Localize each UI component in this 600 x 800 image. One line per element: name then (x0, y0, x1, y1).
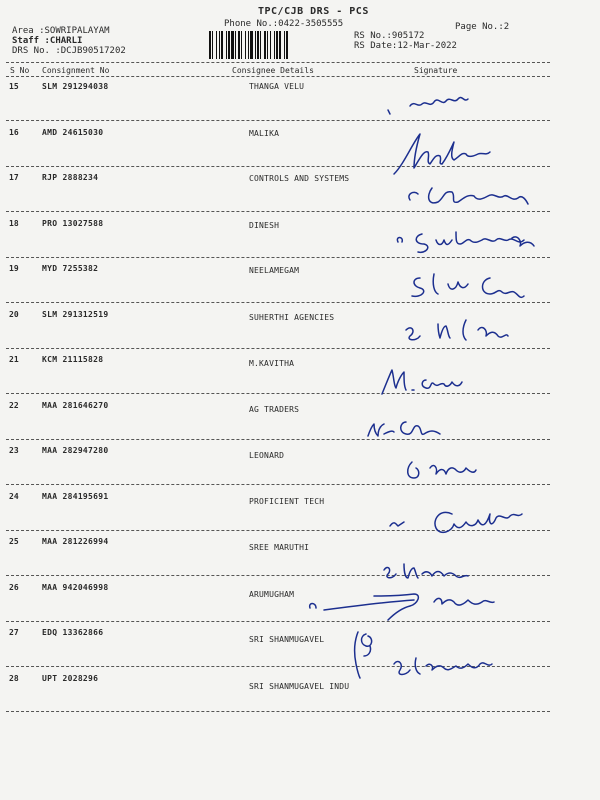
row-consignment-number: MAA 281226994 (42, 537, 109, 546)
row-consignment-number: KCM 21115828 (42, 355, 104, 364)
row-serial-number: 19 (9, 264, 19, 273)
row-consignment-number: MYD 7255382 (42, 264, 99, 273)
staff-label: Staff :CHARLI (12, 36, 83, 46)
row-serial-number: 17 (9, 173, 19, 182)
row-consignment-number: MAA 284195691 (42, 492, 109, 501)
signature-image (404, 454, 504, 484)
signature-image (364, 414, 474, 444)
col-consignment-header: Consignment No (42, 66, 110, 75)
signature-image (370, 96, 510, 120)
row-consignment-number: SLM 291294038 (42, 82, 109, 91)
row-consignee-name: THANGA VELU (249, 82, 305, 91)
page-number: Page No.:2 (455, 22, 510, 32)
phone-number: Phone No.:0422-3505555 (224, 19, 344, 29)
row-serial-number: 22 (9, 401, 19, 410)
row-consignee-name: AG TRADERS (249, 405, 300, 414)
header-divider (6, 62, 550, 63)
row-serial-number: 27 (9, 628, 19, 637)
row-consignee-name: SRI SHANMUGAVEL INDU (249, 682, 350, 691)
header-right-block (354, 31, 457, 51)
row-consignee-name: MALIKA (249, 129, 280, 138)
signature-image (386, 500, 576, 540)
signature-image (386, 652, 526, 682)
signature-image (392, 226, 582, 256)
row-divider (6, 484, 550, 485)
row-divider (6, 257, 550, 258)
bottom-divider (6, 711, 550, 712)
row-serial-number: 20 (9, 310, 19, 319)
row-consignment-number: MAA 281646270 (42, 401, 109, 410)
row-consignee-name: SUHERTHI AGENCIES (249, 313, 335, 322)
signature-image (378, 556, 518, 584)
row-consignee-name: PROFICIENT TECH (249, 497, 325, 506)
signature-image (304, 586, 544, 622)
row-consignee-name: CONTROLS AND SYSTEMS (249, 174, 350, 183)
document-title: TPC/CJB DRS - PCS (258, 6, 369, 17)
col-sno-header: S No (10, 66, 30, 75)
row-consignee-name: ARUMUGHAM (249, 590, 295, 599)
rs-number: RS No.:905172 (354, 31, 425, 41)
rs-date: RS Date:12-Mar-2022 (354, 41, 457, 51)
row-consignment-number: PRO 13027588 (42, 219, 104, 228)
row-consignee-name: LEONARD (249, 451, 285, 460)
drs-number: DRS No. :DCJB90517202 (12, 46, 126, 56)
row-consignment-number: SLM 291312519 (42, 310, 109, 319)
row-consignee-name: SRI SHANMUGAVEL (249, 635, 325, 644)
col-consignee-header: Consignee Details (232, 66, 314, 75)
row-serial-number: 18 (9, 219, 19, 228)
row-serial-number: 24 (9, 492, 19, 501)
row-serial-number: 23 (9, 446, 19, 455)
area-label: Area :SOWRIPALAYAM (12, 26, 110, 36)
row-serial-number: 25 (9, 537, 19, 546)
row-consignee-name: NEELAMEGAM (249, 266, 300, 275)
row-consignment-number: MAA 942046998 (42, 583, 109, 592)
row-serial-number: 21 (9, 355, 19, 364)
row-consignment-number: MAA 282947280 (42, 446, 109, 455)
signature-image (404, 180, 564, 214)
signature-image (378, 364, 508, 400)
row-consignment-number: EDQ 13362866 (42, 628, 104, 637)
row-serial-number: 15 (9, 82, 19, 91)
row-consignee-name: M.KAVITHA (249, 359, 295, 368)
barcode (208, 31, 336, 59)
signature-image (404, 268, 544, 300)
header-left-block (12, 26, 126, 56)
row-serial-number: 16 (9, 128, 19, 137)
row-consignee-name: SREE MARUTHI (249, 543, 310, 552)
col-signature-header: Signature (414, 66, 458, 75)
row-consignee-name: DINESH (249, 221, 280, 230)
column-header-divider (6, 76, 550, 77)
signature-image (398, 316, 528, 344)
row-divider (6, 348, 550, 349)
row-consignment-number: RJP 2888234 (42, 173, 99, 182)
row-divider (6, 120, 550, 121)
signature-image (390, 128, 540, 178)
row-serial-number: 28 (9, 674, 19, 683)
row-consignment-number: UPT 2028296 (42, 674, 99, 683)
row-divider (6, 302, 550, 303)
row-serial-number: 26 (9, 583, 19, 592)
row-consignment-number: AMD 24615030 (42, 128, 104, 137)
